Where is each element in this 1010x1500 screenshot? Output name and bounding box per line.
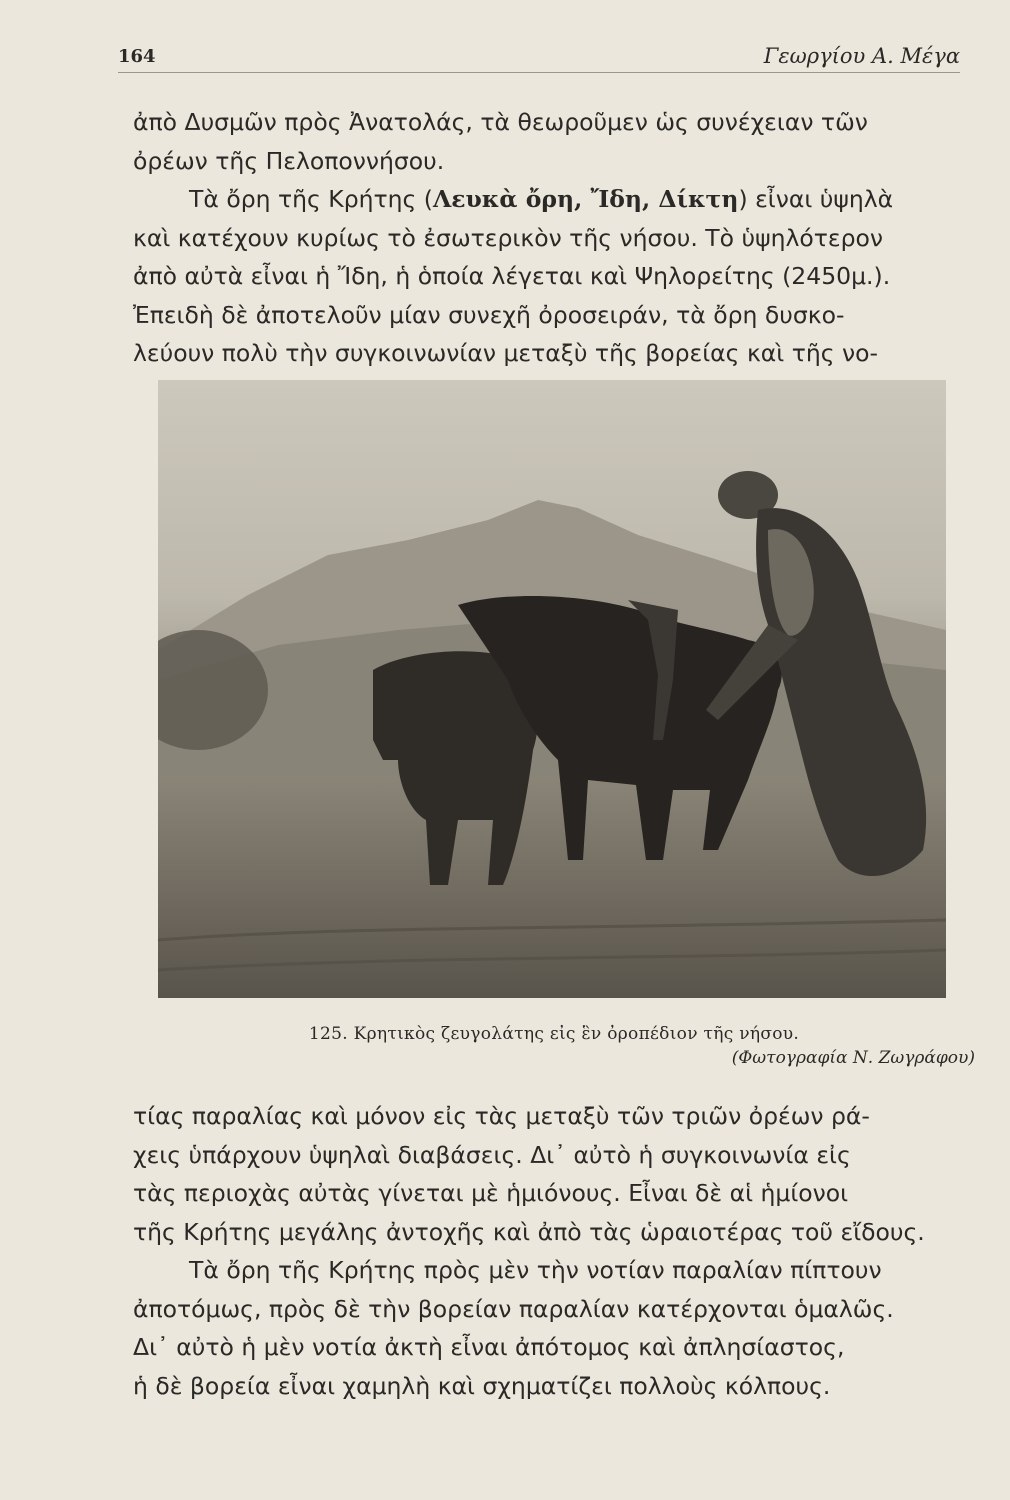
text-fragment: ) εἶναι ὑψηλὰ [738,185,894,213]
photo-illustration [158,380,946,998]
text-line: χεις ὑπάρχουν ὑψηλαὶ διαβάσεις. Δι᾿ αὐτὸ ἡ συγκοινωνία εἰς [133,1140,851,1169]
text-line: τίας παραλίας καὶ μόνον εἰς τὰς μεταξὺ τῶν τριῶν ὀρέων ρά- [133,1102,870,1130]
text-line [133,180,963,219]
text-line: Δι᾿ αὐτὸ ἡ μὲν νοτία ἀκτὴ εἶναι ἀπότομος καὶ ἀπλησίαστος, [133,1333,845,1361]
text-fragment: Τὰ ὄρη τῆς Κρήτης ( [189,185,433,213]
text-line: ἡ δὲ βορεία εἶναι χαμηλὴ καὶ σχηματίζει πολλοὺς κόλπους. [133,1371,831,1400]
text-line: ἀπὸ Δυσμῶν πρὸς Ἀνατολάς, τὰ θεωροῦμεν ὡς συνέχειαν τῶν [133,108,868,136]
text-line: ὀρέων τῆς Πελοποννήσου. [133,146,445,175]
figure-credit: (Φωτογραφία Ν. Ζωγράφου) [731,1048,975,1068]
paragraph-bottom [133,1097,973,1405]
text-line: τῆς Κρήτης μεγάλης ἀντοχῆς καὶ ἀπὸ τὰς ὡραιοτέρας τοῦ εἴδους. [133,1217,925,1246]
page-header [118,42,960,73]
text-line: λεύουν πολὺ τὴν συγκοινωνίαν μεταξὺ τῆς βορείας καὶ τῆς νο- [133,339,878,367]
figure-caption: 125. Κρητικὸς ζευγολάτης εἰς ἓν ὀροπέδιον τῆς νήσου. [308,1024,800,1044]
running-head: Γεωργίου Α. Μέγα [763,44,960,68]
mountain-names: Λευκὰ ὄρη, Ἴδη, Δίκτη [432,185,739,213]
figure-photo [158,380,946,998]
text-line: καὶ κατέχουν κυρίως τὸ ἐσωτερικὸν τῆς νήσου. Τὸ ὑψηλότερον [133,223,884,252]
paragraph-top [133,103,963,373]
text-line: Τὰ ὄρη τῆς Κρήτης πρὸς μὲν τὴν νοτίαν παραλίαν πίπτουν [189,1256,882,1284]
page-number: 164 [118,46,156,67]
text-line: ἀπὸ αὐτὰ εἶναι ἡ Ἴδη, ἡ ὁποία λέγεται καὶ Ψηλορείτης (2450μ.). [133,262,891,290]
text-line: Ἐπειδὴ δὲ ἀποτελοῦν μίαν συνεχῆ ὀροσειράν, τὰ ὄρη δυσκο- [133,300,845,329]
text-line: τὰς περιοχὰς αὐτὰς γίνεται μὲ ἡμιόνους. Εἶναι δὲ αἱ ἡμίονοι [133,1179,849,1207]
text-line: ἀποτόμως, πρὸς δὲ τὴν βορείαν παραλίαν κατέρχονται ὁμαλῶς. [133,1294,894,1323]
